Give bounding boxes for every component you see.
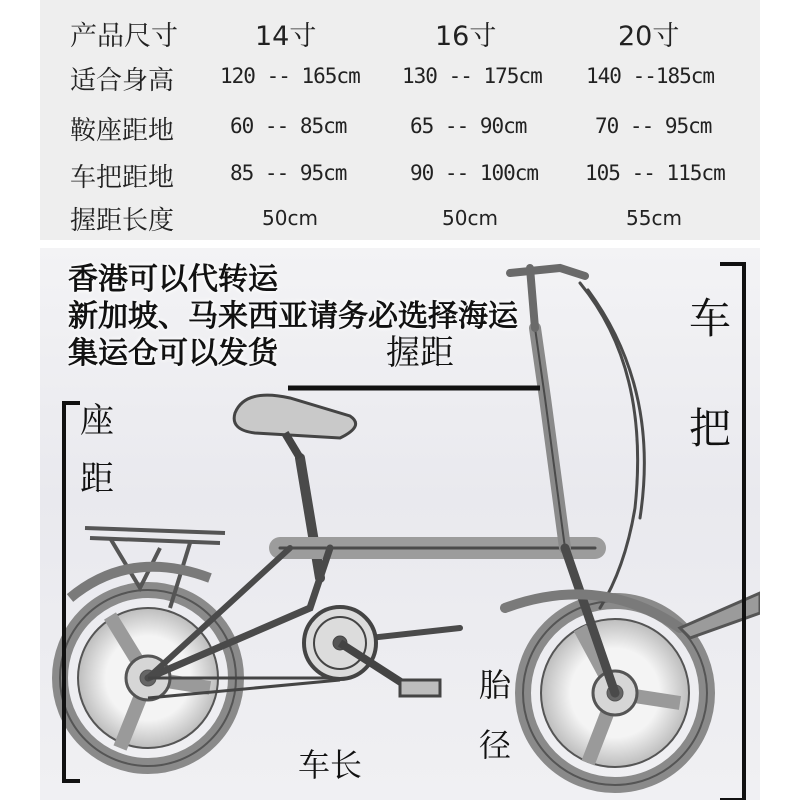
bike-illustration-panel — [40, 248, 760, 800]
tire-diameter-label-2: 径 — [478, 726, 511, 764]
seat-height-14: 60 -- 85cm — [230, 114, 347, 138]
handlebar-label-2: 把 — [688, 404, 731, 453]
row-label-height: 适合身高 — [70, 66, 175, 96]
promo-line-3: 集运仓可以发货 — [68, 336, 278, 371]
grip-length-16: 50cm — [442, 206, 498, 230]
height-20: 140 --185cm — [586, 64, 715, 88]
bike-seat — [234, 395, 355, 458]
handlebar-label-1: 车 — [688, 294, 731, 343]
row-label-seat-height: 鞍座距地 — [70, 116, 175, 146]
row-label-handlebar-height: 车把距地 — [70, 163, 175, 193]
header-product-size: 产品尺寸 — [70, 21, 178, 52]
seat-height-16: 65 -- 90cm — [410, 114, 527, 138]
grip-length-14: 50cm — [262, 206, 318, 230]
header-20-inch: 20寸 — [618, 21, 680, 52]
header-14-inch: 14寸 — [255, 21, 317, 52]
handlebar-height-16: 90 -- 100cm — [410, 161, 539, 185]
promo-line-1: 香港可以代转运 — [68, 262, 278, 297]
header-16-inch: 16寸 — [435, 21, 497, 52]
size-table — [40, 0, 760, 240]
handlebar-height-20: 105 -- 115cm — [585, 161, 725, 185]
height-14: 120 -- 165cm — [220, 64, 360, 88]
row-label-grip-length: 握距长度 — [70, 206, 175, 236]
promo-line-2: 新加坡、马来西亚请务必选择海运 — [68, 299, 518, 334]
seat-height-20: 70 -- 95cm — [595, 114, 712, 138]
seat-label-1: 座 — [80, 401, 114, 441]
grip-length-20: 55cm — [626, 206, 682, 230]
bike-length-label: 车长 — [298, 746, 363, 784]
height-16: 130 -- 175cm — [402, 64, 542, 88]
seat-label-2: 距 — [80, 459, 114, 499]
handlebar-height-14: 85 -- 95cm — [230, 161, 347, 185]
grip-distance-label: 握距 — [386, 333, 454, 373]
tire-diameter-label-1: 胎 — [478, 666, 511, 704]
